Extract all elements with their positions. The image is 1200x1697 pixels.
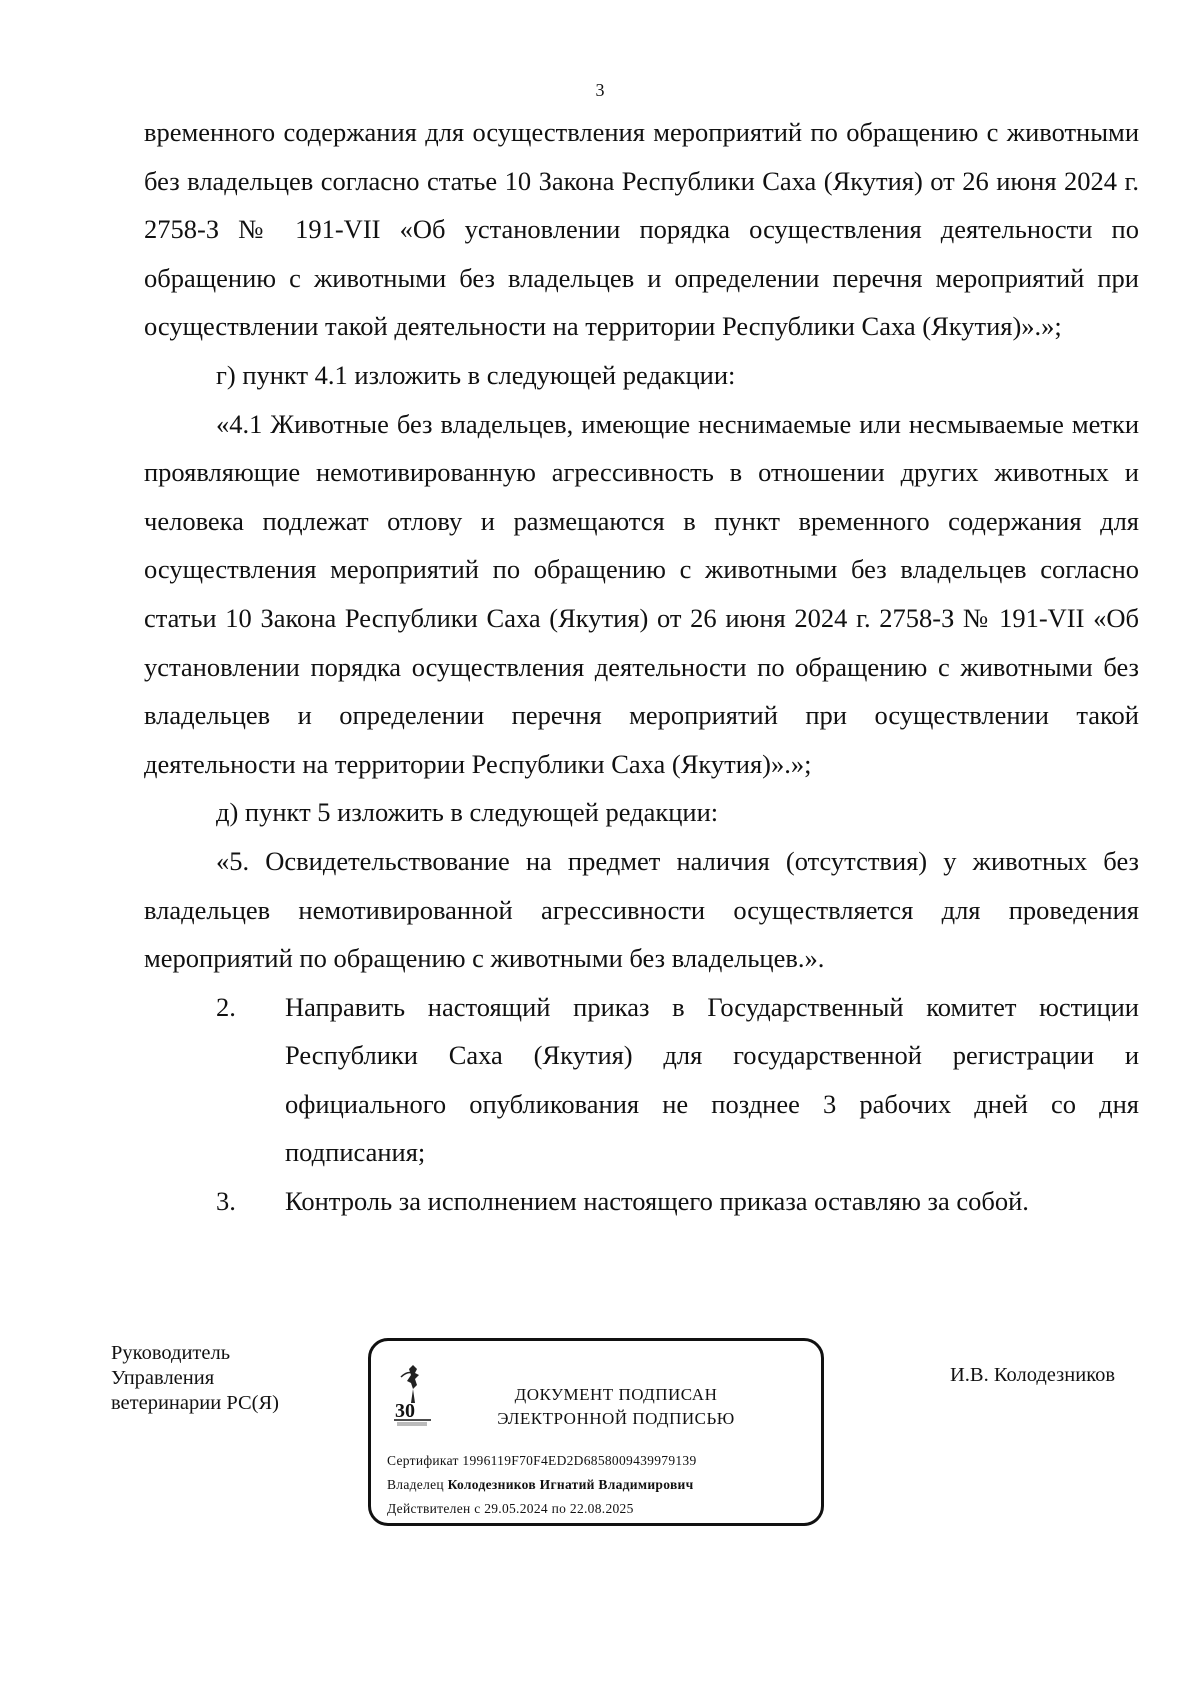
signer-position-line: Управления — [111, 1367, 215, 1389]
numbered-item-2 — [144, 983, 1139, 1177]
emblem-number: 30 — [395, 1400, 415, 1422]
certificate-value: 1996119F70F4ED2D6858009439979139 — [462, 1453, 697, 1468]
owner-line — [387, 1473, 817, 1497]
item-number: 3. — [216, 1186, 236, 1217]
certificate-line — [387, 1449, 817, 1473]
signer-position-line: Руководитель — [111, 1342, 231, 1364]
signer-position-line: ветеринарии РС(Я) — [111, 1392, 279, 1414]
stamp-details — [387, 1449, 817, 1521]
electronic-signature-stamp — [368, 1338, 824, 1526]
page-number: 3 — [595, 80, 605, 100]
document-body — [144, 108, 1139, 1226]
item-text: Направить настоящий приказ в Государственный комитет юстиции Республики Саха (Якутия) для государственной регистрации и официального опубликования не позднее 3 рабочих дней со дня подписания; — [285, 991, 1139, 1168]
stamp-header-line: ДОКУМЕНТ ПОДПИСАН — [514, 1385, 718, 1404]
signer-name: И.В. Колодезников — [950, 1364, 1116, 1386]
owner-label: Владелец — [387, 1477, 444, 1492]
certificate-label: Сертификат — [387, 1453, 459, 1468]
paragraph-continuation: временного содержания для осуществления мероприятий по обращению с животными без владельцев согласно статье 10 Закона Республики Саха (Якутия) от 26 июня 2024 г. 2758-З № 191-VII «Об установлении порядка осуществления деятельности по обращению с животными без владельцев и определении перечня мероприятий при осуществлении такой деятельности на территории Республики Саха (Якутия)».»; — [144, 117, 1139, 342]
valid-label: Действителен с — [387, 1501, 481, 1516]
paragraph-subitem-g: г) пункт 4.1 изложить в следующей редакции: — [216, 359, 736, 390]
validity-line — [387, 1497, 817, 1521]
paragraph-clause-5: «5. Освидетельствование на предмет наличия (отсутствия) у животных без владельцев немотивированной агрессивности осуществляется для проведения мероприятий по обращению с животными без владельцев.». — [144, 845, 1139, 974]
paragraph-subitem-d: д) пункт 5 изложить в следующей редакции: — [216, 797, 719, 828]
signer-position — [111, 1341, 279, 1416]
stamp-header — [471, 1383, 761, 1431]
item-text: Контроль за исполнением настоящего приказа оставляю за собой. — [285, 1186, 1029, 1217]
valid-to: 22.08.2025 — [569, 1501, 634, 1516]
owner-value: Колодезников Игнатий Владимирович — [447, 1477, 694, 1492]
item-number: 2. — [216, 991, 236, 1022]
numbered-item-3 — [144, 1177, 1139, 1226]
paragraph-clause-4-1: «4.1 Животные без владельцев, имеющие неснимаемые или несмываемые метки проявляющие немотивированную агрессивность в отношении других животных и человека подлежат отлову и размещаются в пункт временного содержания для осуществления мероприятий по обращению с животными без владельцев согласно статьи 10 Закона Республики Саха (Якутия) от 26 июня 2024 г. 2758-З № 191-VII «Об установлении порядка осуществления деятельности по обращению с животными без владельцев и определении перечня мероприятий при осуществлении такой деятельности на территории Республики Саха (Якутия)».»; — [144, 408, 1139, 779]
valid-to-label: по — [551, 1501, 567, 1516]
emblem-icon — [393, 1361, 435, 1429]
stamp-header-line: ЭЛЕКТРОННОЙ ПОДПИСЬЮ — [497, 1409, 735, 1428]
valid-from: 29.05.2024 — [484, 1501, 548, 1516]
